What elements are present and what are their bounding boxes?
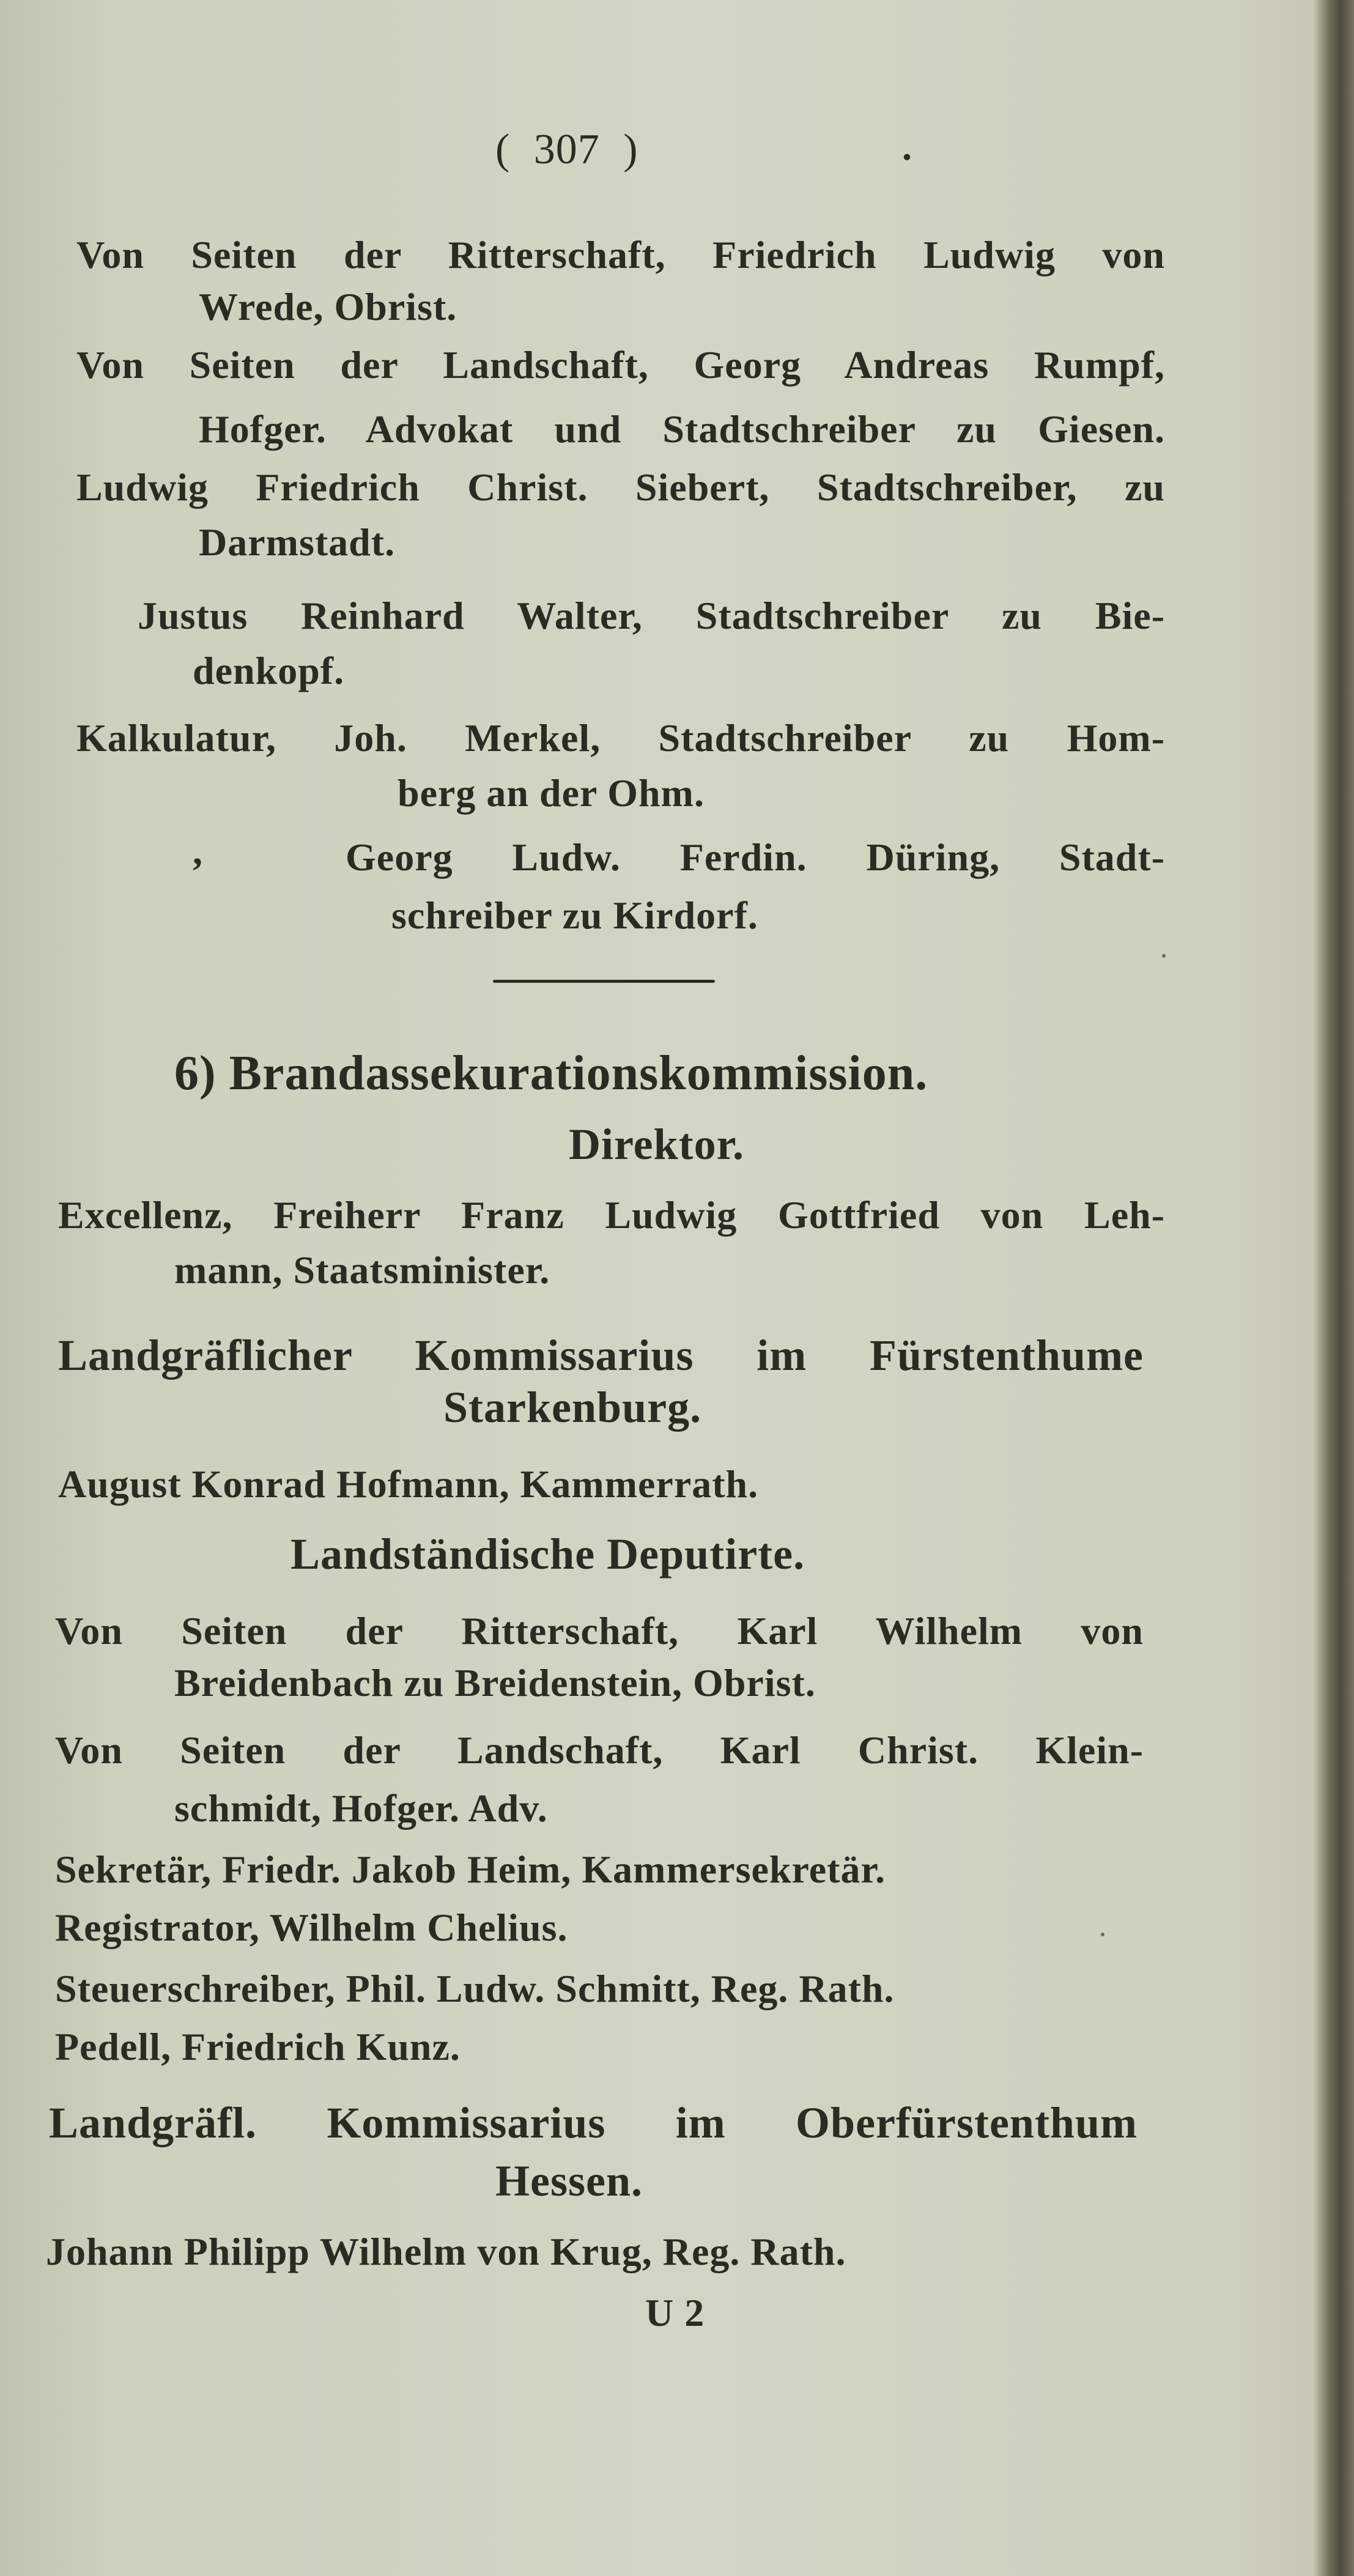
commissioner-heading: Starkenburg. (443, 1383, 702, 1432)
text-line: Excellenz, Freiherr Franz Ludwig Gottfried von Leh- (58, 1193, 1165, 1237)
paper-speck (1101, 1933, 1104, 1936)
text-line: Von Seiten der Ritterschaft, Karl Wilhelm von (55, 1609, 1144, 1653)
text-line: schmidt, Hofger. Adv. (174, 1786, 548, 1830)
text-line: Georg Ludw. Ferdin. Düring, Stadt- (346, 835, 1165, 879)
section-divider (493, 980, 715, 983)
paper-speck (1162, 954, 1166, 958)
commissioner-heading: Landgräflicher Kommissarius im Fürstenthume (58, 1331, 1144, 1380)
text-line: Ludwig Friedrich Christ. Siebert, Stadtschreiber, zu (76, 465, 1165, 509)
text-line: Breidenbach zu Breidenstein, Obrist. (174, 1661, 816, 1704)
deputies-heading: Landständische Deputirte. (290, 1530, 805, 1579)
text-line: Von Seiten der Ritterschaft, Friedrich Ludwig von (76, 233, 1165, 276)
text-line: berg an der Ohm. (398, 771, 705, 815)
text-line: Registrator, Wilhelm Chelius. (55, 1906, 568, 1949)
text-line: August Konrad Hofmann, Kammerrath. (58, 1462, 759, 1506)
section-title: 6) Brandassekurationskommission. (174, 1046, 928, 1100)
page-number: ( 307 ) (495, 126, 638, 173)
ditto-mark: , (193, 829, 203, 873)
upper-hesse-heading: Hessen. (495, 2156, 643, 2205)
signature-mark: U 2 (645, 2291, 705, 2334)
text-line: schreiber zu Kirdorf. (391, 894, 758, 937)
text-line: Justus Reinhard Walter, Stadtschreiber zu Bie- (138, 594, 1165, 637)
text-line: denkopf. (193, 649, 345, 692)
text-line: Kalkulatur, Joh. Merkel, Stadtschreiber zu Hom- (76, 716, 1165, 760)
text-line: mann, Staatsminister. (174, 1248, 550, 1292)
text-line: Von Seiten der Landschaft, Karl Christ. Klein- (55, 1728, 1144, 1772)
text-line: Darmstadt. (199, 520, 396, 564)
text-line: Sekretär, Friedr. Jakob Heim, Kammersekretär. (55, 1848, 886, 1891)
text-line: Hofger. Advokat und Stadtschreiber zu Giesen. (199, 407, 1165, 451)
text-line: Pedell, Friedrich Kunz. (55, 2025, 461, 2068)
text-line: Von Seiten der Landschaft, Georg Andreas Rumpf, (76, 343, 1165, 387)
page-dot: . (902, 125, 912, 168)
text-line: Wrede, Obrist. (199, 285, 457, 328)
director-heading: Direktor. (569, 1120, 744, 1169)
text-line: Steuerschreiber, Phil. Ludw. Schmitt, Reg. Rath. (55, 1967, 895, 2010)
text-line: Johann Philipp Wilhelm von Krug, Reg. Rath. (46, 2230, 846, 2273)
upper-hesse-heading: Landgräfl. Kommissarius im Oberfürstenthum (49, 2098, 1138, 2147)
